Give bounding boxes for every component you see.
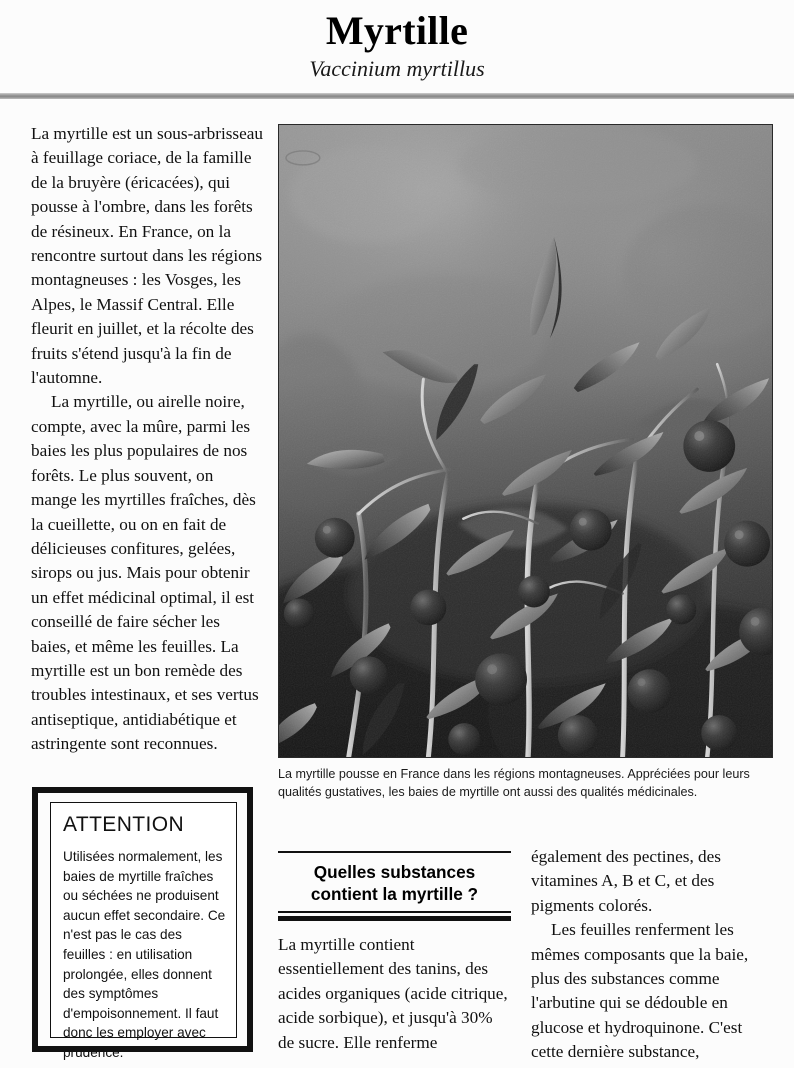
right-paragraph-2: Les feuilles renferment les mêmes composants que la baie, plus des substances comme l'arbutine qui se dédouble en glucose et hydroquinone. C'est cette dernière substance, xyxy=(531,920,749,1062)
page-subtitle-latin-name: Vaccinium myrtillus xyxy=(309,56,485,81)
right-text-column xyxy=(531,845,773,1065)
page-header xyxy=(0,0,794,93)
photo-caption: La myrtille pousse en France dans les régions montagneuses. Appréciées pour leurs qualités gustatives, les baies de myrtille ont aussi des qualités médicinales. xyxy=(278,767,750,799)
left-text-column xyxy=(31,122,263,757)
bilberry-photograph xyxy=(278,124,773,758)
right-paragraph-1: également des pectines, des vitamines A, B et C, et des pigments colorés. xyxy=(531,847,721,915)
photo-graphic xyxy=(279,125,772,757)
section-rule-bottom xyxy=(278,916,511,921)
attention-title: ATTENTION xyxy=(63,813,185,836)
middle-text-column xyxy=(278,851,511,1055)
middle-paragraph-1: La myrtille contient essentiellement des tanins, des acides organiques (acide citrique, acide sorbique), et jusqu'à 30% de sucre. Elle renferme xyxy=(278,935,508,1052)
header-divider xyxy=(0,93,794,99)
middle-column-body xyxy=(278,933,511,1055)
left-paragraph-1: La myrtille est un sous-arbrisseau à feuillage coriace, de la famille de la bruyère (éricacées), qui pousse à l'ombre, dans les forêts de résineux. En France, on la rencontre surtout dans les régions montagneuses : les Vosges, les Alpes, le Massif Central. Elle fleurit en juillet, et la récolte des fruits s'étend jusqu'à la fin de l'automne. xyxy=(31,124,263,388)
page-title: Myrtille xyxy=(325,8,469,53)
attention-callout-box xyxy=(32,787,253,1060)
section-rule-middle xyxy=(278,911,511,913)
attention-inner-frame xyxy=(50,802,237,1060)
section-heading: Quelles substances contient la myrtille ? xyxy=(310,862,479,904)
attention-text: Utilisées normalement, les baies de myrtille fraîches ou séchées ne produisent aucun effet secondaire. Ce n'est pas le cas des feuilles : en utilisation prolongée, elles donnent des symptômes d'empoisonnement. Il faut donc les employer avec prudence. xyxy=(63,849,226,1060)
left-paragraph-2: La myrtille, ou airelle noire, compte, avec la mûre, parmi les baies les plus populaires de nos forêts. Le plus souvent, on mange les myrtilles fraîches, dès la cueillette, ou on en fait de délicieuses confitures, gelées, sirops ou jus. Mais pour obtenir un effet médicinal optimal, il est conseillé de faire sécher les baies, et même les feuilles. La myrtille est un bon remède des troubles intestinaux, et ses vertus antiseptique, antidiabétique et astringente sont reconnues. xyxy=(31,392,259,754)
